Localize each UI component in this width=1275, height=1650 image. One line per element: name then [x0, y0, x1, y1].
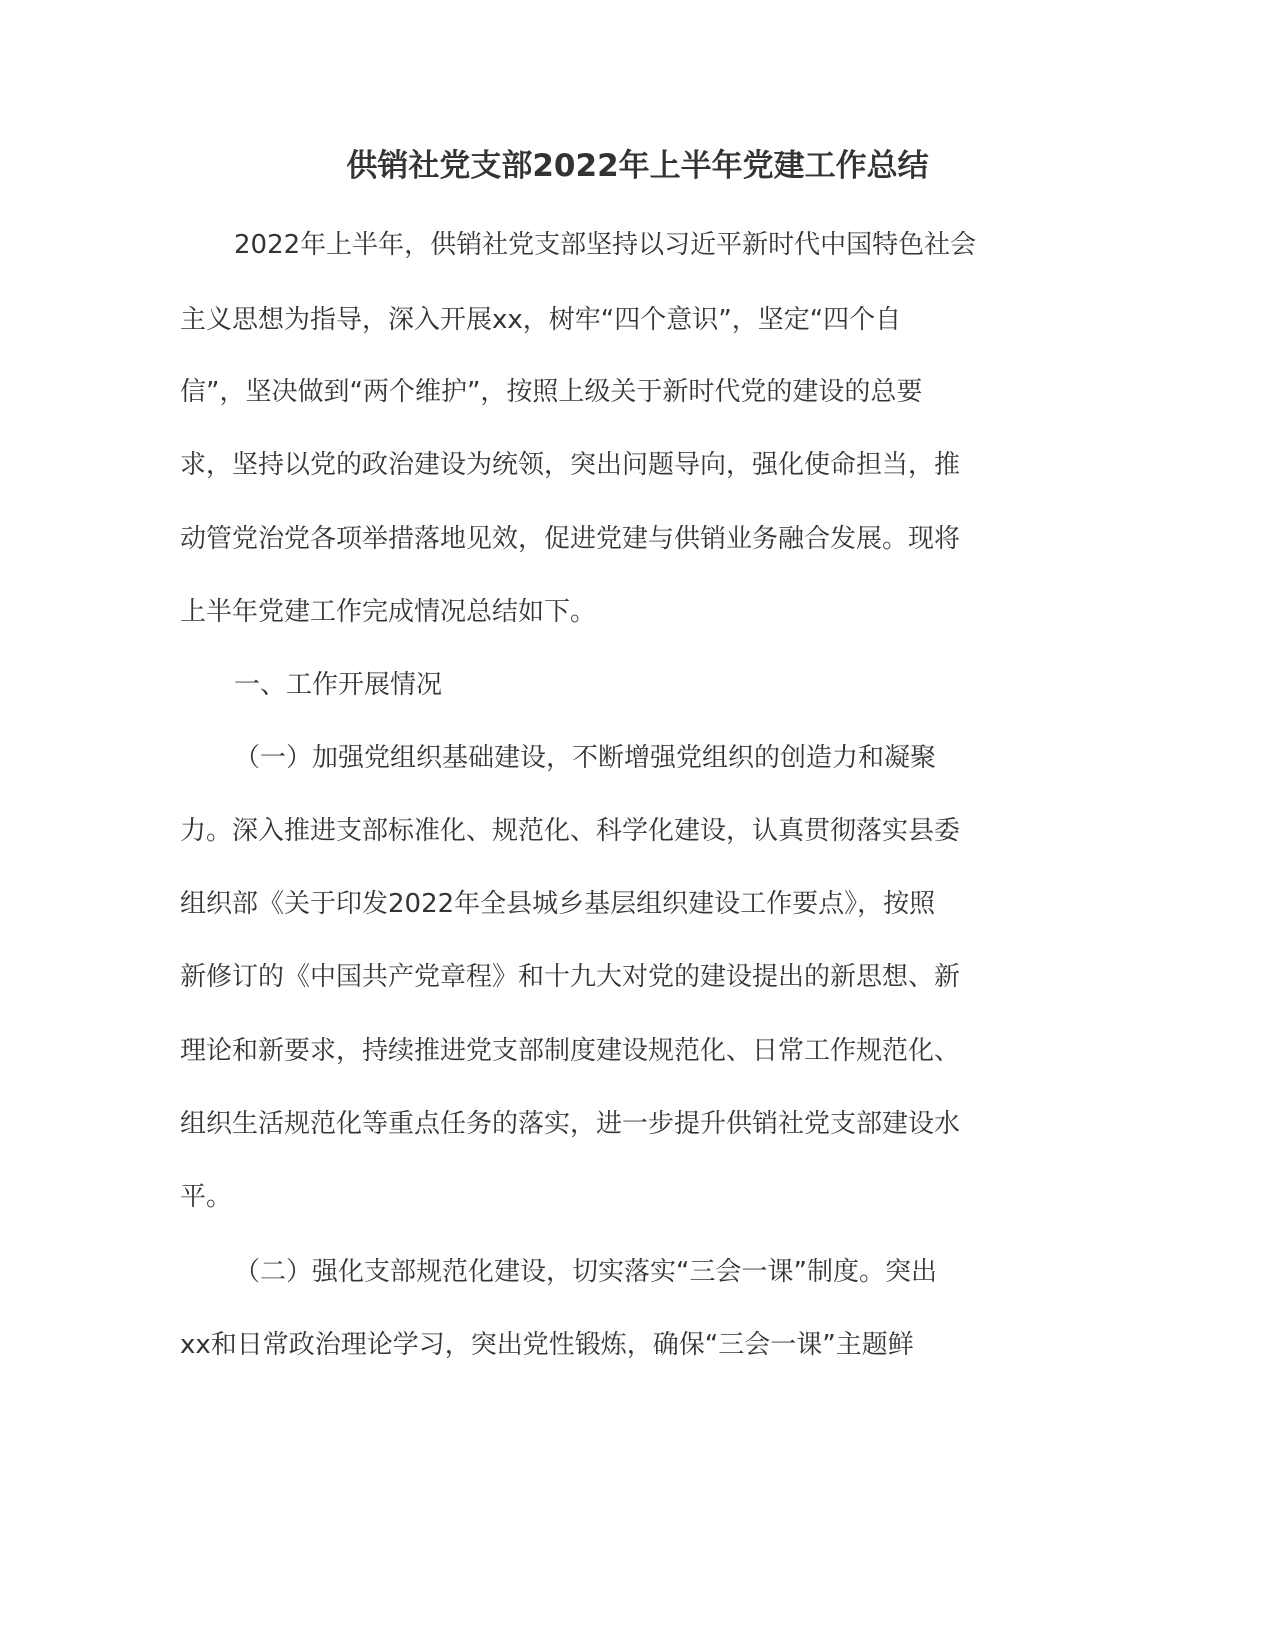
paragraph-line: 新修订的《中国共产党章程》和十九大对党的建设提出的新思想、新: [180, 962, 961, 992]
section-heading: 一、工作开展情况: [234, 670, 443, 700]
paragraph-line: 组织部《关于印发2022年全县城乡基层组织建设工作要点》，按照: [180, 889, 936, 919]
document-title: 供销社党支部2022年上半年党建工作总结: [346, 148, 929, 184]
paragraph-line: 组织生活规范化等重点任务的落实，进一步提升供销社党支部建设水: [180, 1109, 961, 1139]
paragraph-line: 主义思想为指导，深入开展xx，树牢“四个意识”，坚定“四个自: [180, 305, 902, 335]
paragraph-line: 动管党治党各项举措落地见效，促进党建与供销业务融合发展。现将: [180, 524, 961, 554]
paragraph-line: 信”，坚决做到“两个维护”，按照上级关于新时代党的建设的总要: [180, 377, 923, 407]
paragraph-line: 上半年党建工作完成情况总结如下。: [180, 597, 597, 627]
paragraph-line: 平。: [180, 1182, 233, 1212]
paragraph-line: 理论和新要求，持续推进党支部制度建设规范化、日常工作规范化、: [180, 1036, 961, 1066]
subsection-heading: （一）加强党组织基础建设，不断增强党组织的创造力和凝聚: [234, 743, 937, 773]
paragraph-line: 力。深入推进支部标准化、规范化、科学化建设，认真贯彻落实县委: [180, 816, 961, 846]
paragraph-line: 2022年上半年，供销社党支部坚持以习近平新时代中国特色社会: [234, 230, 977, 260]
paragraph-line: xx和日常政治理论学习，突出党性锻炼，确保“三会一课”主题鲜: [180, 1330, 914, 1360]
paragraph-line: 求，坚持以党的政治建设为统领，突出问题导向，强化使命担当，推: [180, 450, 961, 480]
subsection-heading: （二）强化支部规范化建设，切实落实“三会一课”制度。突出: [234, 1257, 937, 1287]
